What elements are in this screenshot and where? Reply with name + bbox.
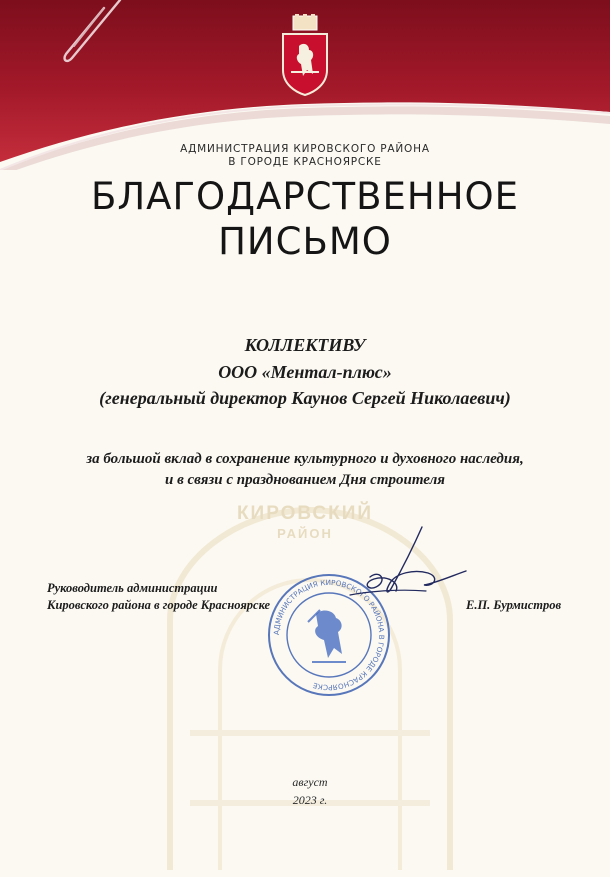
signatory-role-line-1: Руководитель администрации	[47, 581, 218, 595]
issuer-line-1: АДМИНИСТРАЦИЯ КИРОВСКОГО РАЙОНА	[180, 143, 430, 155]
watermark-text-1: КИРОВСКИЙ	[236, 503, 374, 524]
stamp-ring-text: АДМИНИСТРАЦИЯ КИРОВСКОГО РАЙОНА В ГОРОДЕ КРАСНОЯРСКЕ	[271, 577, 387, 693]
issuer-block	[0, 143, 610, 169]
issuer-line-2: В ГОРОДЕ КРАСНОЯРСКЕ	[228, 156, 382, 168]
addressee-line-3: (генеральный директор Каунов Сергей Николаевич)	[99, 388, 511, 408]
reason-line-2: и в связи с празднованием Дня строителя	[164, 472, 446, 488]
date-year: 2023 г.	[292, 793, 328, 807]
addressee-line-2: ООО «Ментал-плюс»	[218, 362, 392, 382]
coat-of-arms-icon	[277, 14, 333, 96]
document-title-line-1: БЛАГОДАРСТВЕННОЕ	[90, 175, 520, 218]
signatory-name: Е.П. Бурмистров	[466, 598, 562, 612]
reason-line-1: за большой вклад в сохранение культурного и духовного наследия,	[86, 451, 524, 467]
document-title-line-2: ПИСЬМО	[218, 220, 392, 263]
signature-scrawl	[330, 525, 470, 620]
paperclip-icon	[58, 0, 128, 72]
addressee-line-1: КОЛЛЕКТИВУ	[244, 335, 366, 355]
watermark-text-2: РАЙОН	[277, 526, 333, 541]
date-month: август	[292, 775, 328, 789]
signatory-role-line-2: Кировского района в городе Красноярске	[47, 598, 271, 612]
